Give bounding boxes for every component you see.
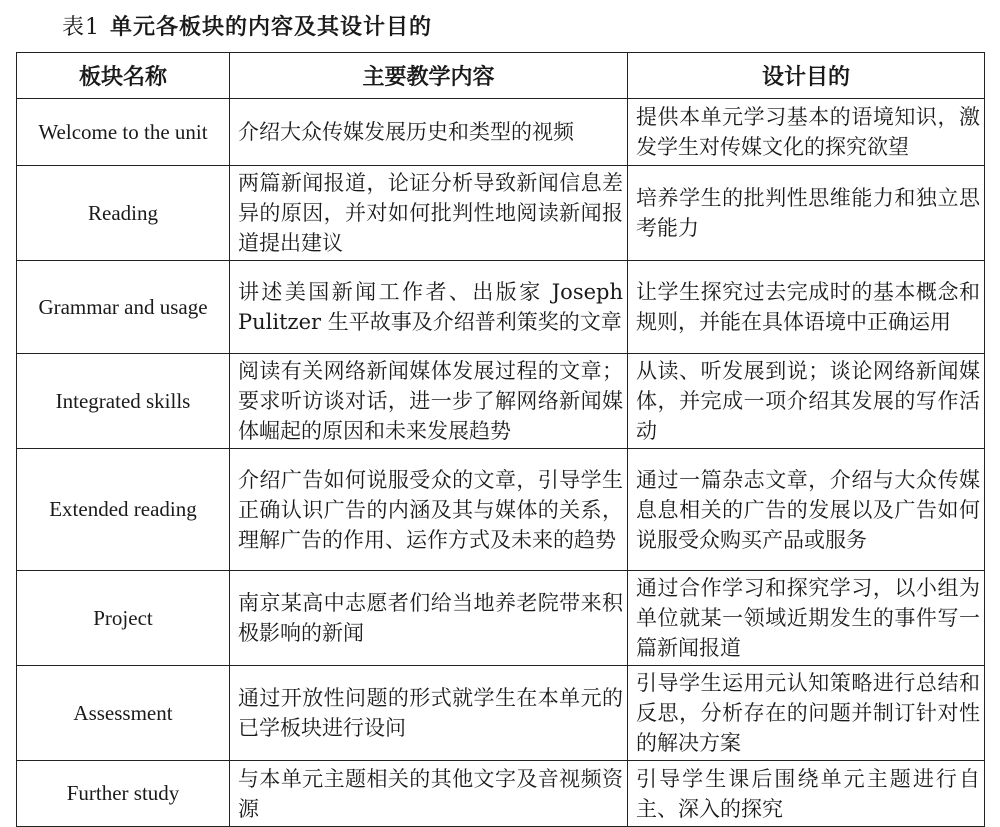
table-number: 表1 [62,15,100,40]
teaching-content: 与本单元主题相关的其他文字及音视频资源 [230,761,628,827]
unit-sections-table [16,52,985,827]
header-design-purpose: 设计目的 [628,53,985,99]
section-name: Welcome to the unit [17,99,230,166]
table-row [17,99,985,166]
header-teaching-content: 主要教学内容 [230,53,628,99]
teaching-content: 两篇新闻报道，论证分析导致新闻信息差异的原因，并对如何批判性地阅读新闻报道提出建议 [230,166,628,261]
section-name: Project [17,571,230,666]
teaching-content: 阅读有关网络新闻媒体发展过程的文章；要求听访谈对话，进一步了解网络新闻媒体崛起的原因和未来发展趋势 [230,354,628,449]
table-row [17,666,985,761]
table-caption [62,10,432,41]
section-name: Grammar and usage [17,261,230,354]
table-row [17,261,985,354]
teaching-content: 讲述美国新闻工作者、出版家 Joseph Pulitzer 生平故事及介绍普利策奖的文章 [230,261,628,354]
table-title: 单元各板块的内容及其设计目的 [110,14,433,40]
table-row [17,166,985,261]
design-purpose: 引导学生运用元认知策略进行总结和反思，分析存在的问题并制订针对性的解决方案 [628,666,985,761]
section-name: Further study [17,761,230,827]
section-name: Assessment [17,666,230,761]
header-row [17,53,985,99]
section-name: Extended reading [17,449,230,571]
header-section-name: 板块名称 [17,53,230,99]
design-purpose: 通过一篇杂志文章，介绍与大众传媒息息相关的广告的发展以及广告如何说服受众购买产品或服务 [628,449,985,571]
table-row [17,761,985,827]
design-purpose: 培养学生的批判性思维能力和独立思考能力 [628,166,985,261]
design-purpose: 通过合作学习和探究学习，以小组为单位就某一领域近期发生的事件写一篇新闻报道 [628,571,985,666]
table-row [17,449,985,571]
teaching-content: 南京某高中志愿者们给当地养老院带来积极影响的新闻 [230,571,628,666]
design-purpose: 让学生探究过去完成时的基本概念和规则，并能在具体语境中正确运用 [628,261,985,354]
table-row [17,571,985,666]
section-name: Integrated skills [17,354,230,449]
section-name: Reading [17,166,230,261]
table-row [17,354,985,449]
teaching-content: 介绍大众传媒发展历史和类型的视频 [230,99,628,166]
teaching-content: 通过开放性问题的形式就学生在本单元的已学板块进行设问 [230,666,628,761]
design-purpose: 从读、听发展到说；谈论网络新闻媒体，并完成一项介绍其发展的写作活动 [628,354,985,449]
teaching-content: 介绍广告如何说服受众的文章，引导学生正确认识广告的内涵及其与媒体的关系，理解广告的作用、运作方式及未来的趋势 [230,449,628,571]
design-purpose: 引导学生课后围绕单元主题进行自主、深入的探究 [628,761,985,827]
design-purpose: 提供本单元学习基本的语境知识，激发学生对传媒文化的探究欲望 [628,99,985,166]
